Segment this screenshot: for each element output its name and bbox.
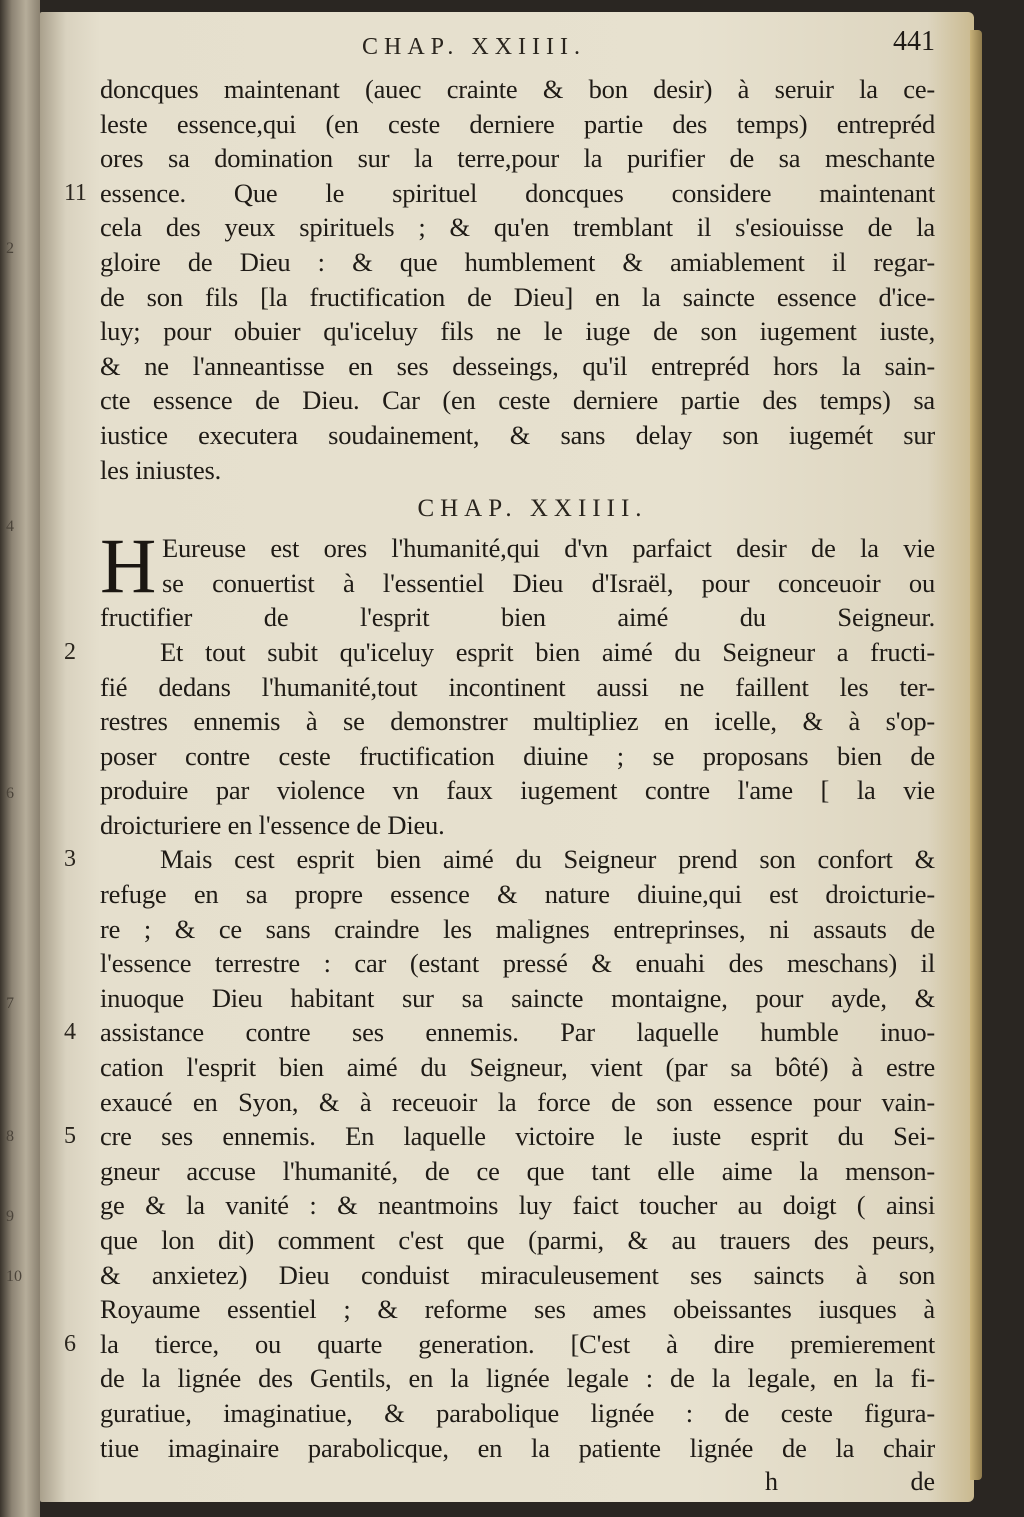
text-line bbox=[100, 349, 935, 384]
facing-margin-number: 2 bbox=[6, 240, 14, 257]
text-line bbox=[64, 1119, 935, 1154]
line-text: droicturiere en l'essence de Dieu. bbox=[100, 809, 445, 840]
text-line bbox=[64, 635, 935, 670]
line-text: ge & la vanité : & neantmoins luy faict toucher au doigt ( ainsi bbox=[100, 1190, 935, 1221]
text-line: se conuertist à l'essentiel Dieu d'Israël, pour conceuoir ou bbox=[162, 567, 935, 598]
text-line bbox=[100, 739, 935, 774]
verse-number: 6 bbox=[64, 1330, 76, 1357]
text-line bbox=[100, 670, 935, 705]
text-line bbox=[100, 1258, 935, 1293]
line-text: & ne l'anneantisse en ses desseings, qu'il entrepréd hors la sain- bbox=[100, 350, 935, 381]
line-text: restres ennemis à se demonstrer multipliez en icelle, & à s'op- bbox=[100, 706, 935, 737]
facing-margin-number: 9 bbox=[6, 1208, 14, 1225]
text-line bbox=[100, 1154, 935, 1189]
line-text: cre ses ennemis. En laquelle victoire le iuste esprit du Sei- bbox=[100, 1121, 935, 1152]
text-line: Eureuse est ores l'humanité,qui d'vn parfaict desir de la vie bbox=[162, 533, 935, 564]
text-line bbox=[100, 773, 935, 808]
line-text: l'essence terrestre : car (estant pressé & enuahi des meschans) il bbox=[100, 948, 935, 979]
line-text: assistance contre ses ennemis. Par laquelle humble inuo- bbox=[100, 1017, 935, 1048]
verse-number: 11 bbox=[64, 179, 87, 206]
text-line bbox=[100, 107, 935, 142]
text-line bbox=[100, 912, 935, 947]
line-text: produire par violence vn faux iugement contre l'ame [ la vie bbox=[100, 775, 935, 806]
text-line bbox=[64, 176, 935, 211]
line-text: gneur accuse l'humanité, de ce que tant elle aime la menson- bbox=[100, 1155, 935, 1186]
line-text: inuoque Dieu habitant sur sa saincte montaigne, pour ayde, & bbox=[100, 982, 935, 1013]
facing-margin-number: 10 bbox=[6, 1268, 22, 1285]
line-text: Mais cest esprit bien aimé du Seigneur prend son confort & bbox=[160, 844, 935, 875]
text-line bbox=[100, 1223, 935, 1258]
line-text: de son fils [la fructification de Dieu] en la saincte essence d'ice- bbox=[100, 281, 935, 312]
text-line bbox=[64, 1327, 935, 1362]
line-text: fié dedans l'humanité,tout incontinent aussi ne faillent les ter- bbox=[100, 671, 935, 702]
line-text: tiue imaginaire parabolicque, en la patiente lignée de la chair bbox=[100, 1432, 935, 1463]
text-line bbox=[100, 946, 935, 981]
text-line bbox=[100, 1292, 935, 1327]
facing-margin-number: 6 bbox=[6, 785, 14, 802]
line-text: & anxietez) Dieu conduist miraculeusement ses saincts à son bbox=[100, 1259, 935, 1290]
chapter-heading: CHAP. XXIIII. bbox=[417, 495, 648, 523]
line-text: poser contre ceste fructification diuine ; se proposans bien de bbox=[100, 740, 935, 771]
line-text: la tierce, ou quarte generation. [C'est à dire premierement bbox=[100, 1328, 935, 1359]
page-header bbox=[100, 26, 935, 72]
line-text: refuge en sa propre essence & nature diuine,qui est droicturie- bbox=[100, 879, 935, 910]
facing-margin-number: 8 bbox=[6, 1128, 14, 1145]
line-text: que lon dit) comment c'est que (parmi, & au trauers des peurs, bbox=[100, 1225, 935, 1255]
line-text: guratiue, imaginatiue, & parabolique lignée : de ceste figura- bbox=[100, 1397, 935, 1428]
chapter-23-ending bbox=[64, 72, 935, 487]
verse-number: 4 bbox=[64, 1019, 76, 1046]
line-text: les iniustes. bbox=[100, 454, 222, 485]
line-text: de la lignée des Gentils, en la lignée legale : de la legale, en la fi- bbox=[100, 1363, 935, 1394]
text-line bbox=[100, 453, 935, 488]
text-line bbox=[100, 981, 935, 1016]
text-line bbox=[100, 314, 935, 349]
text-line bbox=[100, 600, 935, 635]
line-text: re ; & ce sans craindre les malignes entreprinses, ni assauts de bbox=[100, 913, 935, 944]
chapter-opening bbox=[100, 522, 935, 610]
signature-mark: h bbox=[765, 1467, 778, 1497]
line-text: exaucé en Syon, & à receuoir la force de son essence pour vain- bbox=[100, 1086, 935, 1117]
text-line bbox=[64, 1015, 935, 1050]
text-line bbox=[100, 877, 935, 912]
line-text: cte essence de Dieu. Car (en ceste derniere partie des temps) sa bbox=[100, 385, 935, 416]
verse-number: 5 bbox=[64, 1123, 76, 1150]
line-text: leste essence,qui (en ceste derniere partie des temps) entrepréd bbox=[100, 108, 935, 139]
line-text: ores sa domination sur la terre,pour la purifier de sa meschante bbox=[100, 143, 935, 174]
text-line bbox=[100, 1361, 935, 1396]
text-block bbox=[64, 26, 935, 1499]
line-text: gloire de Dieu : & que humblement & amiablement il regar- bbox=[100, 246, 935, 277]
text-line bbox=[100, 418, 935, 453]
text-line bbox=[100, 808, 935, 843]
line-text: luy; pour obuier qu'iceluy fils ne le iuge de son iugement iuste, bbox=[100, 316, 935, 347]
facing-page-edge bbox=[0, 0, 40, 1517]
line-text: essence. Que le spirituel doncques considere maintenant bbox=[100, 177, 935, 208]
line-text: Royaume essentiel ; & reforme ses ames obeissantes iusques à bbox=[100, 1294, 935, 1325]
text-line bbox=[100, 704, 935, 739]
text-line bbox=[100, 1188, 935, 1223]
running-head: CHAP. XXIIII. bbox=[362, 34, 586, 60]
line-text: Et tout subit qu'iceluy esprit bien aimé du Seigneur a fructi- bbox=[160, 636, 935, 667]
chapter-24-body bbox=[64, 600, 935, 1465]
text-line bbox=[100, 280, 935, 315]
page-fore-edge bbox=[970, 30, 982, 1480]
page-number: 441 bbox=[893, 26, 935, 57]
line-text: cation l'esprit bien aimé du Seigneur, vient (par sa bôté) à estre bbox=[100, 1052, 935, 1083]
text-line bbox=[100, 210, 935, 245]
verse-number: 3 bbox=[64, 846, 76, 873]
text-line bbox=[100, 1085, 935, 1120]
line-text: cela des yeux spirituels ; & qu'en tremblant il s'esiouisse de la bbox=[100, 212, 935, 243]
line-text: doncques maintenant (auec crainte & bon desir) à seruir la ce- bbox=[100, 74, 935, 104]
text-line bbox=[64, 842, 935, 877]
verse-number: 2 bbox=[64, 638, 76, 665]
drop-capital: H bbox=[100, 522, 157, 610]
text-line bbox=[100, 72, 935, 107]
text-line bbox=[100, 1431, 935, 1466]
line-text: iustice executera soudainement, & sans delay son iugemét sur bbox=[100, 419, 935, 450]
catchword: de bbox=[910, 1467, 935, 1497]
page-footer bbox=[100, 1465, 935, 1499]
text-line bbox=[100, 245, 935, 280]
text-line bbox=[100, 1396, 935, 1431]
line-text: fructifier de l'esprit bien aimé du Seigneur. bbox=[100, 602, 935, 633]
facing-margin-number: 4 bbox=[6, 518, 14, 535]
text-line bbox=[100, 141, 935, 176]
text-line bbox=[100, 1050, 935, 1085]
facing-margin-number: 7 bbox=[6, 995, 14, 1012]
text-line bbox=[100, 383, 935, 418]
